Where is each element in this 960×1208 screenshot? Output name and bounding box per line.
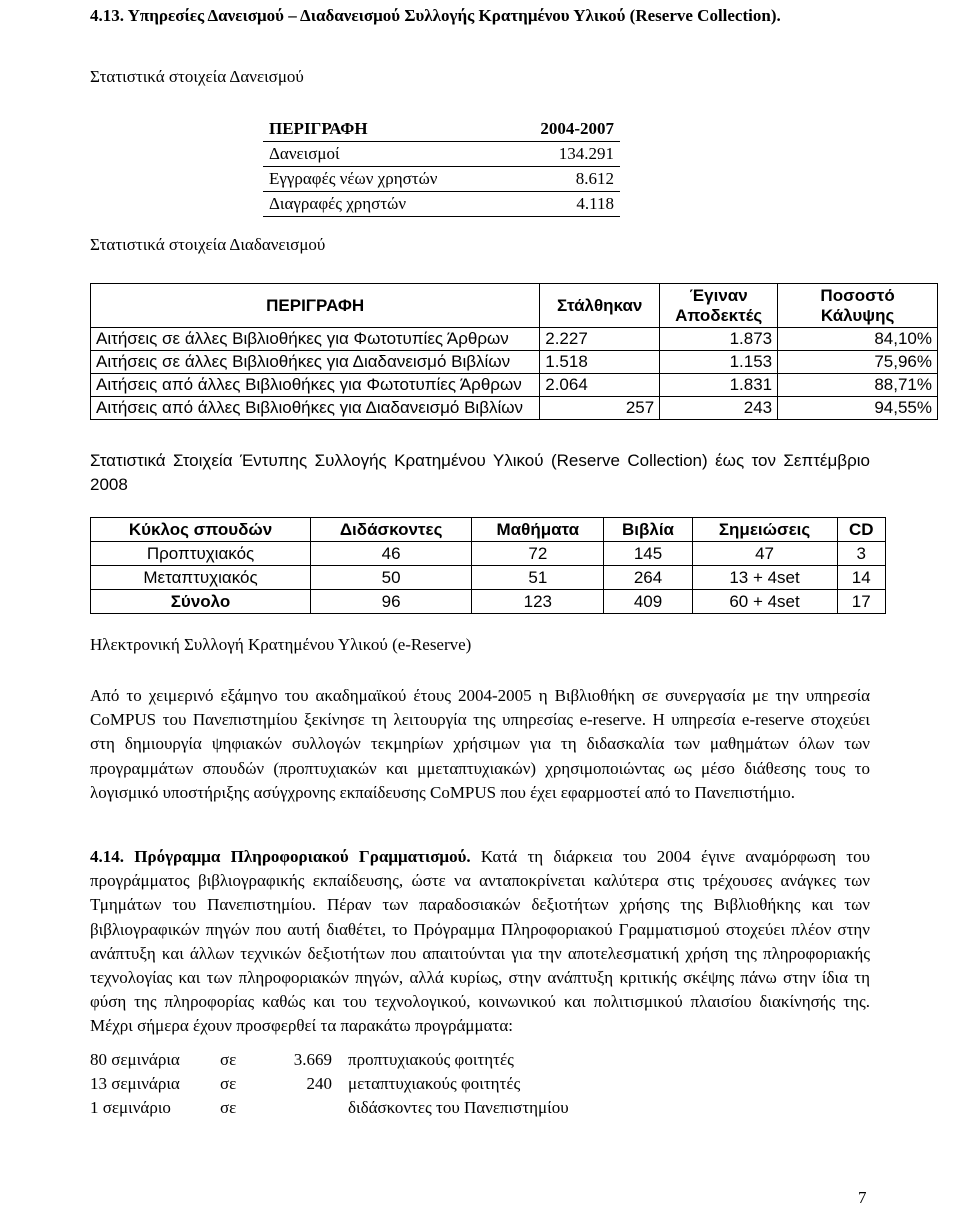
table-cell: 243 — [660, 397, 778, 420]
column-header: 2004-2007 — [493, 117, 620, 142]
table-cell: 1.831 — [660, 374, 778, 397]
table-cell: 50 — [311, 566, 472, 590]
table-cell: 13 + 4set — [692, 566, 837, 590]
table-cell: 88,71% — [778, 374, 938, 397]
table-cell: 94,55% — [778, 397, 938, 420]
table-cell: 60 + 4set — [692, 590, 837, 614]
section-4-14 — [90, 845, 870, 1039]
table-cell: 51 — [472, 566, 604, 590]
table-cell: Αιτήσεις σε άλλες Βιβλιοθήκες για Διαδανεισμό Βιβλίων — [91, 351, 540, 374]
lending-stats-title: Στατιστικά στοιχεία Δανεισμού — [90, 67, 304, 86]
table-row — [91, 542, 886, 566]
table-row — [91, 374, 938, 397]
table-cell: 3 — [837, 542, 885, 566]
seminar-audience: μεταπτυχιακούς φοιτητές — [348, 1074, 521, 1093]
table-row — [91, 566, 886, 590]
table-header-row — [91, 284, 938, 328]
lending-stats-table — [263, 117, 620, 217]
interlending-stats-title: Στατιστικά στοιχεία Διαδανεισμού — [90, 235, 326, 254]
ereserve-title: Ηλεκτρονική Συλλογή Κρατημένου Υλικού (e-Reserve) — [90, 635, 472, 654]
table-header-row — [263, 117, 620, 142]
column-header: Διδάσκοντες — [311, 518, 472, 542]
seminar-preposition: σε — [220, 1074, 237, 1093]
table-cell: 123 — [472, 590, 604, 614]
table-row — [91, 351, 938, 374]
table-cell: Προπτυχιακός — [91, 542, 311, 566]
table-cell: 145 — [604, 542, 692, 566]
section-4-14-paragraph: Κατά τη διάρκεια του 2004 έγινε αναμόρφωση του προγράμματος βιβλιογραφικής εκπαίδευσης, ώστε να ανταποκρίνεται καλύτερα στις τρέχουσες ανάγκες των Τμημάτων του Πανεπιστημίου. Πέραν των παραδοσιακών δεξιοτήτων χρήσης της Βιβλιοθήκης και των βιβλιογραφικών πηγών που αυτή διαθέτει, το Πρόγραμμα Πληροφοριακού Γραμματισμού στοχεύει πλέον στην ανάπτυξη και άλλων τεχνικών δεξιοτήτων που απαιτούνται για την αποτελεσματική χρήση της πληροφοριακής τεχνολογίας και των πληροφοριακών πηγών, αλλά κυρίως, στην ανάπτυξη κριτικής σκέψης πάνω στην ίδια τη φύση της πληροφορίας καθώς και του τεχνολογικού, κοινωνικού και πολιτισμικού πλαισίου διακίνησής της. Μέχρι σήμερα έχουν προσφερθεί τα παρακάτω προγράμματα: — [90, 847, 870, 1036]
table-cell: 257 — [540, 397, 660, 420]
table-cell: 75,96% — [778, 351, 938, 374]
table-cell: 1.518 — [540, 351, 660, 374]
table-cell: 96 — [311, 590, 472, 614]
table-cell: 8.612 — [493, 167, 620, 192]
table-cell: Διαγραφές χρηστών — [263, 192, 493, 217]
interlending-stats-table — [90, 283, 938, 420]
table-cell: Σύνολο — [91, 590, 311, 614]
table-row — [263, 142, 620, 167]
table-cell: 72 — [472, 542, 604, 566]
table-cell: 1.153 — [660, 351, 778, 374]
seminar-count: 80 σεμινάρια — [90, 1050, 180, 1069]
table-cell: Εγγραφές νέων χρηστών — [263, 167, 493, 192]
print-collection-table — [90, 517, 886, 614]
table-cell: 134.291 — [493, 142, 620, 167]
seminar-count: 1 σεμινάριο — [90, 1098, 171, 1117]
column-header: Στάλθηκαν — [540, 284, 660, 328]
table-cell: 47 — [692, 542, 837, 566]
table-row — [91, 397, 938, 420]
seminar-preposition: σε — [220, 1098, 237, 1117]
ereserve-paragraph: Από το χειμερινό εξάμηνο του ακαδημαϊκού έτους 2004-2005 η Βιβλιοθήκη σε συνεργασία με την υπηρεσία CoMPUS του Πανεπιστημίου ξεκίνησε τη λειτουργία της υπηρεσίας e-reserve. Η υπηρεσία e-reserve στοχεύει στη δημιουργία ψηφιακών συλλογών τεκμηρίων χρήσιμων για τη διδασκαλία των μαθημάτων όλων των προγραμμάτων σπουδών (προπτυχιακών και μμεταπτυχιακών) χρησιμοποιώντας ως μέσο διάθεσης τους το λογισμικό υποστήριξης ασύγχρονης εκπαίδευσης CoMPUS που έχει εφαρμοστεί από το Πανεπιστήμιο. — [90, 686, 870, 802]
column-header: Έγιναν Αποδεκτές — [660, 284, 778, 328]
column-header: Μαθήματα — [472, 518, 604, 542]
page-number: 7 — [858, 1188, 867, 1207]
table-cell: Μεταπτυχιακός — [91, 566, 311, 590]
table-cell: Δανεισμοί — [263, 142, 493, 167]
table-header-row — [91, 518, 886, 542]
column-header: Σημειώσεις — [692, 518, 837, 542]
table-cell: 409 — [604, 590, 692, 614]
seminar-preposition: σε — [220, 1050, 237, 1069]
table-cell: Αιτήσεις σε άλλες Βιβλιοθήκες για Φωτοτυπίες Άρθρων — [91, 328, 540, 351]
table-cell: 14 — [837, 566, 885, 590]
seminar-attendees: 240 — [306, 1074, 332, 1093]
table-cell: 84,10% — [778, 328, 938, 351]
column-header: ΠΕΡΙΓΡΑΦΗ — [91, 284, 540, 328]
table-cell: 2.064 — [540, 374, 660, 397]
section-heading-4-13: 4.13. Υπηρεσίες Δανεισμού – Διαδανεισμού Συλλογής Κρατημένου Υλικού (Reserve Collection). — [90, 6, 781, 25]
column-header: Ποσοστό Κάλυψης — [778, 284, 938, 328]
seminar-audience: διδάσκοντες του Πανεπιστημίου — [348, 1098, 569, 1117]
table-row — [91, 328, 938, 351]
table-cell: 17 — [837, 590, 885, 614]
seminar-audience: προπτυχιακούς φοιτητές — [348, 1050, 514, 1069]
column-header: ΠΕΡΙΓΡΑΦΗ — [263, 117, 493, 142]
table-cell: Αιτήσεις από άλλες Βιβλιοθήκες για Φωτοτυπίες Άρθρων — [91, 374, 540, 397]
column-header: CD — [837, 518, 885, 542]
table-cell: 46 — [311, 542, 472, 566]
column-header: Κύκλος σπουδών — [91, 518, 311, 542]
table-row — [91, 590, 886, 614]
table-cell: 1.873 — [660, 328, 778, 351]
seminar-attendees: 3.669 — [293, 1050, 332, 1069]
table-cell: 264 — [604, 566, 692, 590]
table-cell: 2.227 — [540, 328, 660, 351]
print-collection-title: Στατιστικά Στοιχεία Έντυπης Συλλογής Κρατημένου Υλικού (Reserve Collection) έως τον Σεπτέμβριο 2008 — [90, 451, 870, 494]
table-cell: 4.118 — [493, 192, 620, 217]
table-cell: Αιτήσεις από άλλες Βιβλιοθήκες για Διαδανεισμό Βιβλίων — [91, 397, 540, 420]
column-header: Βιβλία — [604, 518, 692, 542]
seminar-count: 13 σεμινάρια — [90, 1074, 180, 1093]
table-row — [263, 167, 620, 192]
section-heading-4-14: 4.14. Πρόγραμμα Πληροφοριακού Γραμματισμού. — [90, 847, 471, 866]
table-row — [263, 192, 620, 217]
